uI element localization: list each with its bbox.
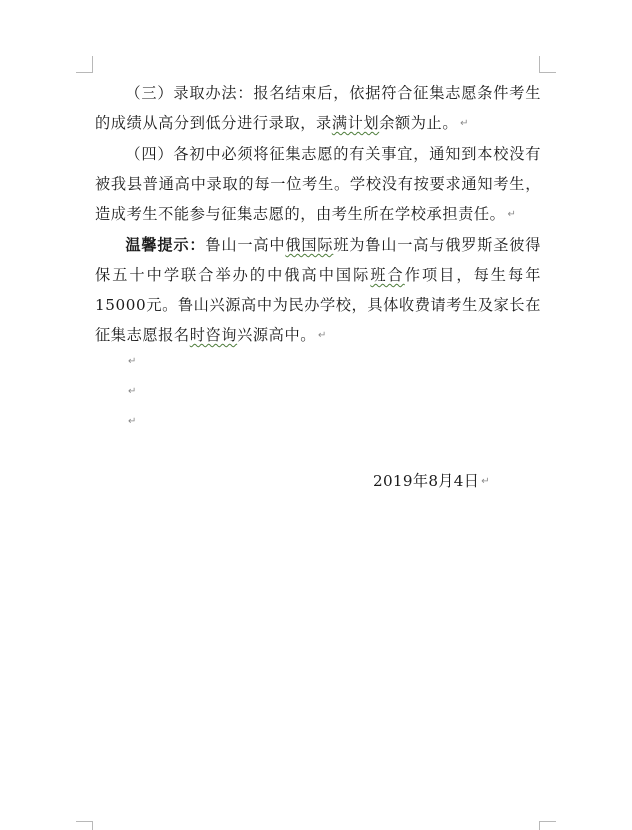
paragraph-mark-icon: ↵	[507, 209, 517, 220]
paragraph-admission-method[interactable]: （三）录取办法：报名结束后，依据符合征集志愿条件考生的成绩从高分到低分进行录取，录满计划余额为止。 ↵	[95, 84, 541, 132]
spellcheck-underline: 俄国际	[285, 236, 334, 254]
paragraph-mark-icon: ↵	[460, 118, 470, 129]
crop-mark-top-left	[76, 56, 93, 73]
spellcheck-underline: 班合	[370, 266, 405, 284]
warm-tip-label: 温馨提示：	[125, 236, 206, 254]
spellcheck-underline: 满计划	[331, 114, 380, 132]
paragraph-school-notice[interactable]: （四）各初中必须将征集志愿的有关事宜，通知到本校没有被我县普通高中录取的每一位考生。学校没有按要求通知考生，造成考生不能参与征集志愿的，由考生所在学校承担责任。 ↵	[95, 145, 541, 223]
spellcheck-underline: 时咨询	[189, 326, 238, 344]
empty-paragraph[interactable]	[95, 411, 541, 441]
crop-mark-top-right	[539, 56, 556, 73]
paragraph-mark-icon: ↵	[128, 416, 137, 427]
empty-paragraph[interactable]	[95, 351, 541, 381]
paragraph-mark-icon: ↵	[318, 330, 328, 341]
paragraph-mark-icon: ↵	[128, 356, 137, 367]
paragraph-mark-icon: ↵	[481, 476, 490, 487]
paragraph-warm-tip[interactable]: 温馨提示：鲁山一高中俄国际班为鲁山一高与俄罗斯圣彼得保五十中学联合举办的中俄高中国际班合作项目，每生每年15000元。鲁山兴源高中为民办学校，具体收费请考生及家长在征集志愿报名时咨询兴源高中。 ↵	[95, 236, 542, 344]
empty-paragraph[interactable]	[95, 381, 541, 411]
paragraph-mark-icon: ↵	[128, 386, 137, 397]
document-date[interactable]: 2019年8月4日 ↵	[373, 472, 490, 490]
document-body[interactable]	[95, 78, 541, 441]
